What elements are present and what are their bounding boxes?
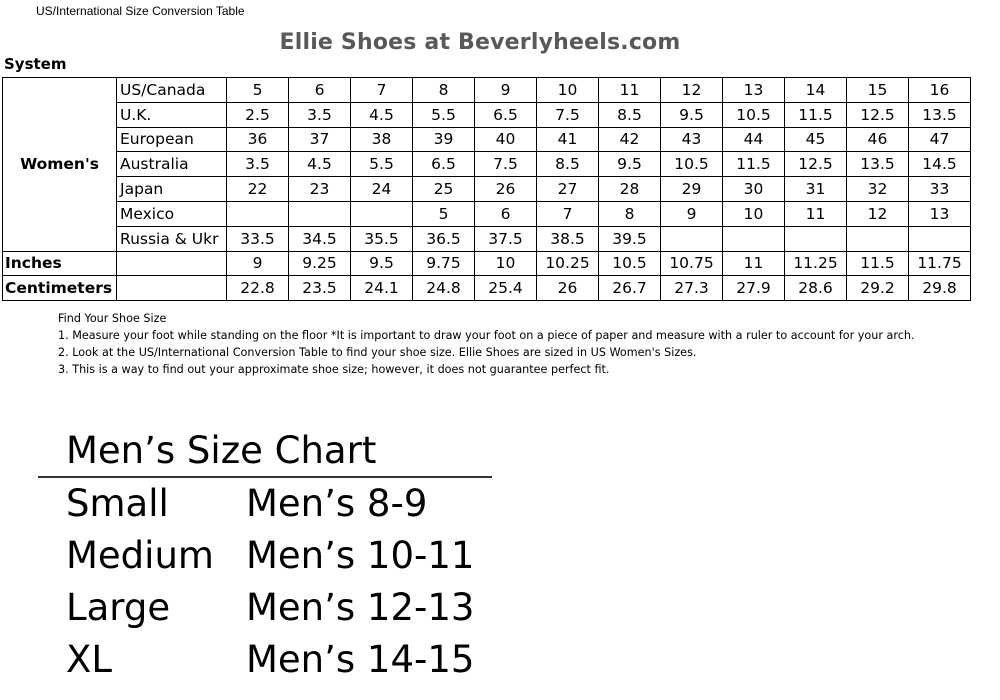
measure-cell: 10.25 xyxy=(537,251,599,276)
measure-cell: 25.4 xyxy=(475,276,537,301)
mens-size-range: Men’s 8-9 xyxy=(246,482,428,525)
measure-cell: 27.9 xyxy=(723,276,785,301)
top-caption: US/International Size Conversion Table xyxy=(36,4,245,18)
size-cell xyxy=(785,226,847,251)
size-cell: 4.5 xyxy=(351,102,413,127)
mens-size-chart-title: Men’s Size Chart xyxy=(66,429,377,472)
size-cell: 36.5 xyxy=(413,226,475,251)
size-cell: 13.5 xyxy=(847,152,909,177)
size-cell: 15 xyxy=(847,78,909,103)
size-cell xyxy=(847,226,909,251)
table-row xyxy=(3,152,971,177)
size-cell xyxy=(351,201,413,226)
size-cell: 9.5 xyxy=(599,152,661,177)
system-header-label: System xyxy=(4,55,67,73)
mens-size-range: Men’s 14-15 xyxy=(246,638,475,681)
measure-cell: 10.75 xyxy=(661,251,723,276)
size-cell: 38.5 xyxy=(537,226,599,251)
system-name-cell: Russia & Ukr xyxy=(117,226,227,251)
measure-cell: 11.25 xyxy=(785,251,847,276)
table-row xyxy=(3,177,971,202)
size-cell: 35.5 xyxy=(351,226,413,251)
size-cell: 34.5 xyxy=(289,226,351,251)
mens-size-name: Large xyxy=(66,586,171,629)
empty-cell xyxy=(117,276,227,301)
size-cell: 9 xyxy=(661,201,723,226)
size-cell xyxy=(723,226,785,251)
measure-cell: 27.3 xyxy=(661,276,723,301)
size-cell: 5.5 xyxy=(413,102,475,127)
size-cell: 39 xyxy=(413,127,475,152)
mens-size-name: XL xyxy=(66,638,112,681)
size-cell: 14.5 xyxy=(909,152,971,177)
size-cell: 37.5 xyxy=(475,226,537,251)
size-cell: 13.5 xyxy=(909,102,971,127)
instruction-step: 1. Measure your foot while standing on the floor *It is important to draw your foot on a piece of paper and measure with a ruler to account for your arch. xyxy=(58,329,915,342)
measure-cell: 28.6 xyxy=(785,276,847,301)
size-cell: 6.5 xyxy=(475,102,537,127)
size-cell: 46 xyxy=(847,127,909,152)
womens-group-label: Women's xyxy=(3,78,117,252)
size-cell: 44 xyxy=(723,127,785,152)
table-row xyxy=(3,251,971,276)
size-cell xyxy=(289,201,351,226)
size-cell: 10 xyxy=(537,78,599,103)
size-cell: 40 xyxy=(475,127,537,152)
size-cell: 5 xyxy=(413,201,475,226)
measure-cell: 11 xyxy=(723,251,785,276)
size-cell xyxy=(227,201,289,226)
table-row xyxy=(3,201,971,226)
size-cell: 43 xyxy=(661,127,723,152)
measure-label-cell: Inches xyxy=(3,251,117,276)
size-cell: 23 xyxy=(289,177,351,202)
measure-cell: 24.1 xyxy=(351,276,413,301)
table-row xyxy=(3,276,971,301)
mens-size-name: Small xyxy=(66,482,169,525)
size-cell: 10.5 xyxy=(723,102,785,127)
size-cell: 11.5 xyxy=(723,152,785,177)
size-cell: 7 xyxy=(351,78,413,103)
system-name-cell: Australia xyxy=(117,152,227,177)
instruction-step: 3. This is a way to find out your approximate shoe size; however, it does not guarantee perfect fit. xyxy=(58,363,610,376)
size-cell: 6 xyxy=(289,78,351,103)
size-conversion-table xyxy=(2,77,971,301)
table-row xyxy=(3,102,971,127)
size-cell: 47 xyxy=(909,127,971,152)
size-cell: 45 xyxy=(785,127,847,152)
size-cell: 16 xyxy=(909,78,971,103)
page-title: Ellie Shoes at Beverlyheels.com xyxy=(279,30,681,55)
size-cell: 5 xyxy=(227,78,289,103)
size-cell: 12 xyxy=(847,201,909,226)
system-name-cell: Mexico xyxy=(117,201,227,226)
mens-size-name: Medium xyxy=(66,534,214,577)
system-name-cell: U.K. xyxy=(117,102,227,127)
measure-cell: 9 xyxy=(227,251,289,276)
system-name-cell: Japan xyxy=(117,177,227,202)
size-cell: 10 xyxy=(723,201,785,226)
size-cell: 4.5 xyxy=(289,152,351,177)
measure-cell: 10.5 xyxy=(599,251,661,276)
size-cell: 11 xyxy=(599,78,661,103)
table-row xyxy=(3,226,971,251)
measure-cell: 29.2 xyxy=(847,276,909,301)
size-cell: 8.5 xyxy=(537,152,599,177)
measure-cell: 23.5 xyxy=(289,276,351,301)
measure-cell: 29.8 xyxy=(909,276,971,301)
measure-cell: 26 xyxy=(537,276,599,301)
size-cell: 38 xyxy=(351,127,413,152)
size-cell: 8.5 xyxy=(599,102,661,127)
size-cell: 9.5 xyxy=(661,102,723,127)
size-cell: 31 xyxy=(785,177,847,202)
size-cell: 37 xyxy=(289,127,351,152)
size-cell: 11.5 xyxy=(785,102,847,127)
measure-cell: 22.8 xyxy=(227,276,289,301)
size-cell xyxy=(909,226,971,251)
table-row xyxy=(3,127,971,152)
size-cell: 25 xyxy=(413,177,475,202)
size-cell: 13 xyxy=(909,201,971,226)
mens-size-range: Men’s 10-11 xyxy=(246,534,475,577)
instruction-step: 2. Look at the US/International Conversion Table to find your shoe size. Ellie Shoes are sized in US Women's Sizes. xyxy=(58,346,697,359)
size-cell: 32 xyxy=(847,177,909,202)
size-cell: 41 xyxy=(537,127,599,152)
measure-cell: 26.7 xyxy=(599,276,661,301)
size-cell: 6.5 xyxy=(413,152,475,177)
size-cell: 14 xyxy=(785,78,847,103)
measure-cell: 9.25 xyxy=(289,251,351,276)
size-cell: 7 xyxy=(537,201,599,226)
size-cell: 39.5 xyxy=(599,226,661,251)
size-cell xyxy=(661,226,723,251)
empty-cell xyxy=(117,251,227,276)
size-cell: 5.5 xyxy=(351,152,413,177)
size-cell: 24 xyxy=(351,177,413,202)
size-cell: 30 xyxy=(723,177,785,202)
size-cell: 2.5 xyxy=(227,102,289,127)
find-your-size-instructions xyxy=(58,310,915,378)
mens-size-range: Men’s 12-13 xyxy=(246,586,475,629)
size-cell: 33 xyxy=(909,177,971,202)
size-cell: 12 xyxy=(661,78,723,103)
table-row xyxy=(3,78,971,103)
measure-cell: 24.8 xyxy=(413,276,475,301)
size-cell: 9 xyxy=(475,78,537,103)
size-cell: 11 xyxy=(785,201,847,226)
size-cell: 3.5 xyxy=(227,152,289,177)
size-cell: 26 xyxy=(475,177,537,202)
size-cell: 33.5 xyxy=(227,226,289,251)
size-cell: 13 xyxy=(723,78,785,103)
size-cell: 7.5 xyxy=(537,102,599,127)
size-cell: 42 xyxy=(599,127,661,152)
size-cell: 27 xyxy=(537,177,599,202)
size-cell: 28 xyxy=(599,177,661,202)
size-cell: 6 xyxy=(475,201,537,226)
instructions-heading: Find Your Shoe Size xyxy=(58,312,167,325)
size-cell: 8 xyxy=(413,78,475,103)
size-cell: 12.5 xyxy=(847,102,909,127)
measure-cell: 11.75 xyxy=(909,251,971,276)
measure-cell: 9.5 xyxy=(351,251,413,276)
size-cell: 3.5 xyxy=(289,102,351,127)
system-name-cell: US/Canada xyxy=(117,78,227,103)
measure-cell: 10 xyxy=(475,251,537,276)
size-cell: 12.5 xyxy=(785,152,847,177)
size-cell: 10.5 xyxy=(661,152,723,177)
size-cell: 7.5 xyxy=(475,152,537,177)
measure-cell: 11.5 xyxy=(847,251,909,276)
size-cell: 29 xyxy=(661,177,723,202)
measure-label-cell: Centimeters xyxy=(3,276,117,301)
measure-cell: 9.75 xyxy=(413,251,475,276)
system-name-cell: European xyxy=(117,127,227,152)
size-cell: 36 xyxy=(227,127,289,152)
size-cell: 8 xyxy=(599,201,661,226)
size-cell: 22 xyxy=(227,177,289,202)
